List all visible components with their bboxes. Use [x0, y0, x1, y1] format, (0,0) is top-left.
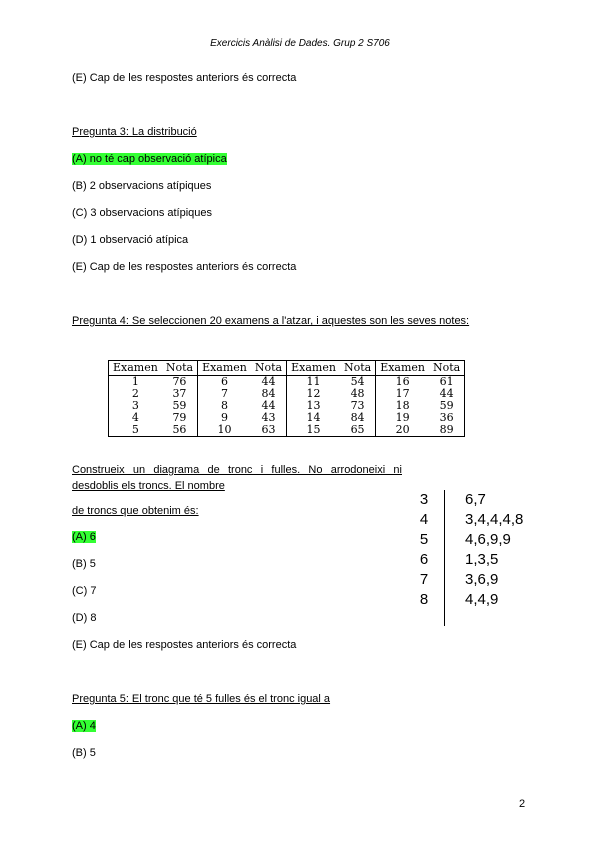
q4-instruction-line1: Construeix un diagrama de tronc i fulles. No arrodoneixi ni desdoblis els troncs. El nombre: [72, 464, 402, 492]
table-row: [109, 400, 465, 412]
question-5-title: Pregunta 5: El tronc que té 5 fulles és el tronc igual a: [72, 693, 331, 705]
table-cell: 59: [172, 399, 187, 412]
table-cell: 76: [172, 375, 187, 388]
table-cell: 44: [261, 375, 276, 388]
leaf-values: 4,6,9,9: [465, 531, 511, 548]
table-cell: 43: [261, 411, 276, 424]
leaf-values: 4,4,9: [465, 591, 499, 608]
stem-value: 3: [419, 491, 429, 508]
q4-option-c: (C) 7: [72, 585, 97, 597]
header-nota-3: Nota: [340, 361, 376, 376]
q4-option-a: [72, 531, 96, 543]
table-cell: 73: [350, 399, 365, 412]
table-cell: 63: [261, 423, 276, 436]
table-cell: 15: [287, 424, 340, 437]
table-cell: 79: [172, 411, 187, 424]
table-cell: 9: [198, 412, 251, 424]
table-cell: 16: [376, 376, 429, 389]
header-examen-2: Examen: [198, 361, 251, 376]
q4-instruction-line2: de troncs que obtenim és:: [72, 505, 199, 517]
table-cell: 65: [350, 423, 365, 436]
leaf-values: 6,7: [465, 491, 486, 508]
table-cell: 12: [287, 388, 340, 400]
table-cell: 10: [198, 424, 251, 437]
question-4-title: Pregunta 4: Se seleccionen 20 examens a l'atzar, i aquestes son les seves notes:: [72, 315, 470, 327]
table-cell: 61: [439, 375, 454, 388]
stem-value: 7: [419, 571, 429, 588]
table-cell: 13: [287, 400, 340, 412]
table-cell: 56: [172, 423, 187, 436]
table-cell: 14: [287, 412, 340, 424]
q3-option-d: (D) 1 observació atípica: [72, 234, 189, 246]
stem-leaf-divider: [444, 490, 445, 626]
table-cell: 4: [131, 411, 139, 424]
table-cell: 7: [198, 388, 251, 400]
stem-leaf-diagram: [415, 490, 523, 610]
stem-value: 4: [419, 511, 429, 528]
table-cell: 11: [287, 376, 340, 389]
table-cell: 54: [350, 375, 365, 388]
q4-option-b: (B) 5: [72, 558, 96, 570]
table-row: [109, 376, 465, 389]
stem-leaf-row: [415, 570, 523, 590]
stem-leaf-row: [415, 550, 523, 570]
stem-value: 6: [419, 551, 429, 568]
table-cell: 59: [439, 399, 454, 412]
q3-option-c: (C) 3 observacions atípiques: [72, 207, 213, 219]
table-cell: 37: [172, 387, 187, 400]
table-cell: 36: [439, 411, 454, 424]
option-e-prev: (E) Cap de les respostes anteriors és correcta: [72, 72, 297, 84]
stem-value: 8: [419, 591, 429, 608]
table-header-row: [109, 361, 465, 376]
table-cell: 44: [261, 399, 276, 412]
table-cell: 19: [376, 412, 429, 424]
header-examen-4: Examen: [376, 361, 429, 376]
header-examen-3: Examen: [287, 361, 340, 376]
table-cell: 1: [131, 375, 139, 388]
table-cell: 48: [350, 387, 365, 400]
table-cell: 18: [376, 400, 429, 412]
q5-option-a-text: (A) 4: [72, 720, 96, 732]
table-cell: 6: [198, 376, 251, 389]
q3-option-a: [72, 153, 227, 165]
stem-leaf-row: [415, 510, 523, 530]
table-row: [109, 388, 465, 400]
header-nota-2: Nota: [251, 361, 287, 376]
header-nota-1: Nota: [162, 361, 198, 376]
q4-option-a-text: (A) 6: [72, 531, 96, 543]
table-cell: 3: [131, 399, 139, 412]
leaf-values: 3,4,4,4,8: [465, 511, 524, 528]
stem-leaf-row: [415, 590, 523, 610]
table-cell: 5: [131, 423, 139, 436]
q3-option-a-text: (A) no té cap observació atípica: [72, 153, 227, 165]
table-cell: 44: [439, 387, 454, 400]
q3-option-e: (E) Cap de les respostes anteriors és correcta: [72, 261, 297, 273]
question-3-title: Pregunta 3: La distribució: [72, 126, 197, 138]
leaf-values: 3,6,9: [465, 571, 499, 588]
page-number: 2: [519, 798, 526, 810]
table-cell: 89: [439, 423, 454, 436]
stem-leaf-row: [415, 530, 523, 550]
q4-option-e: (E) Cap de les respostes anteriors és correcta: [72, 639, 297, 651]
table-cell: 8: [198, 400, 251, 412]
table-cell: 2: [131, 387, 139, 400]
q4-option-d: (D) 8: [72, 612, 97, 624]
table-row: [109, 412, 465, 424]
header-nota-4: Nota: [429, 361, 465, 376]
table-row: [109, 424, 465, 437]
q5-option-a: [72, 720, 96, 732]
table-cell: 84: [261, 387, 276, 400]
q3-option-b: (B) 2 observacions atípiques: [72, 180, 212, 192]
table-cell: 17: [376, 388, 429, 400]
stem-value: 5: [419, 531, 429, 548]
header-examen-1: Examen: [109, 361, 162, 376]
table-cell: 84: [350, 411, 365, 424]
stem-leaf-row: [415, 490, 523, 510]
table-cell: 20: [376, 424, 429, 437]
q4-instruction: [72, 462, 402, 494]
leaf-values: 1,3,5: [465, 551, 499, 568]
q5-option-b: (B) 5: [72, 747, 96, 759]
exam-scores-table: [108, 360, 465, 437]
page-header: Exercicis Anàlisi de Dades. Grup 2 S706: [210, 38, 390, 49]
